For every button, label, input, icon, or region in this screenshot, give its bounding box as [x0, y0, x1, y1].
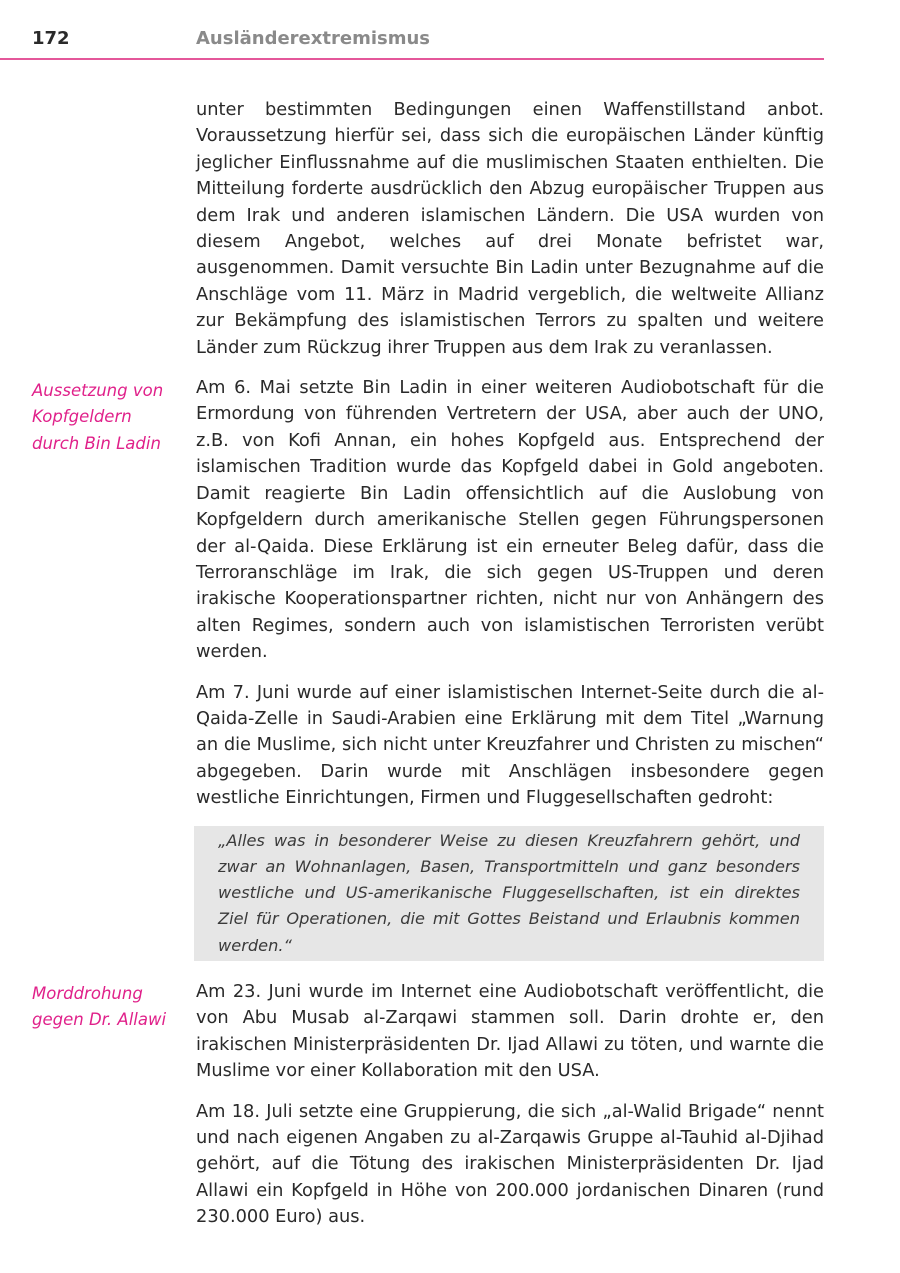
paragraph: unter bestimmten Bedingungen einen Waffenstillstand anbot. Voraussetzung hierfür sei, dass sich die europäischen Länder künftig jeglicher Einflussnahme auf die muslimischen Staaten enthielten. Die Mitteilung forderte ausdrücklich den Abzug europäischer Truppen aus dem Irak und anderen islamischen Ländern. Die USA wurden von diesem Angebot, welches auf drei Monate befristet war, ausgenommen. Damit versuchte Bin Ladin unter Bezugnahme auf die Anschläge vom 11. März in Madrid vergeblich, die weltweite Allianz zur Bekämpfung des islamistischen Terrors zu spalten und weitere Länder zum Rückzug ihrer Truppen aus dem Irak zu veranlassen. [196, 99, 824, 358]
paragraph: Am 7. Juni wurde auf einer islamistischen Internet-Seite durch die al-Qaida-Zelle in Saudi-Arabien eine Erklärung mit dem Titel „Warnung an die Muslime, sich nicht unter Kreuzfahrer und Christen zu mischen“ abgegeben. Darin wurde mit Anschlägen insbesondere gegen westliche Einrichtungen, Firmen und Fluggesellschaften gedroht: [196, 681, 824, 809]
block-quote: „Alles was in besonderer Weise zu diesen Kreuzfahrern gehört, und zwar an Wohnanlagen, Basen, Transportmitteln und ganz besonders westliche und US-amerikanische Fluggesellschaften, ist ein direktes Ziel für Operationen, die mit Gottes Beistand und Erlaubnis kommen werden.“ [194, 826, 824, 961]
margin-note-kopfgelder: Aussetzung von Kopfgeldern durch Bin Ladin [32, 381, 164, 453]
running-title: Ausländerextremismus [196, 28, 430, 49]
main-text-column [196, 97, 824, 1245]
page-number: 172 [32, 28, 70, 49]
paragraph: Am 23. Juni wurde im Internet eine Audiobotschaft veröffentlicht, die von Abu Musab al-Zarqawi stammen soll. Darin drohte er, den irakischen Ministerpräsidenten Dr. Ijad Allawi zu töten, und warnte die Muslime vor einer Kollaboration mit den USA. [196, 981, 824, 1082]
paragraph: Am 6. Mai setzte Bin Ladin in einer weiteren Audiobotschaft für die Ermordung von führenden Vertretern der USA, aber auch der UNO, z.B. von Kofi Annan, ein hohes Kopfgeld aus. Entsprechend der islamischen Tradition wurde das Kopfgeld dabei in Gold angeboten. Damit reagierte Bin Ladin offensichtlich auf die Auslobung von Kopfgeldern durch amerikanische Stellen gegen Führungspersonen der al-Qaida. Diese Erklärung ist ein erneuter Beleg dafür, dass die Terroranschläge im Irak, die sich gegen US-Truppen und deren irakische Kooperationspartner richten, nicht nur von Anhängern des alten Regimes, sondern auch von islamistischen Terroristen verübt werden. [196, 377, 824, 663]
margin-note-morddrohung: Morddrohung gegen Dr. Allawi [32, 984, 167, 1030]
page-header [0, 0, 824, 60]
paragraph: Am 18. Juli setzte eine Gruppierung, die sich „al-Walid Brigade“ nennt und nach eigenen Angaben zu al-Zarqawis Gruppe al-Tauhid al-Djihad gehört, auf die Tötung des irakischen Ministerpräsidenten Dr. Ijad Allawi ein Kopfgeld in Höhe von 200.000 jordanischen Dinaren (rund 230.000 Euro) aus. [196, 1100, 824, 1228]
